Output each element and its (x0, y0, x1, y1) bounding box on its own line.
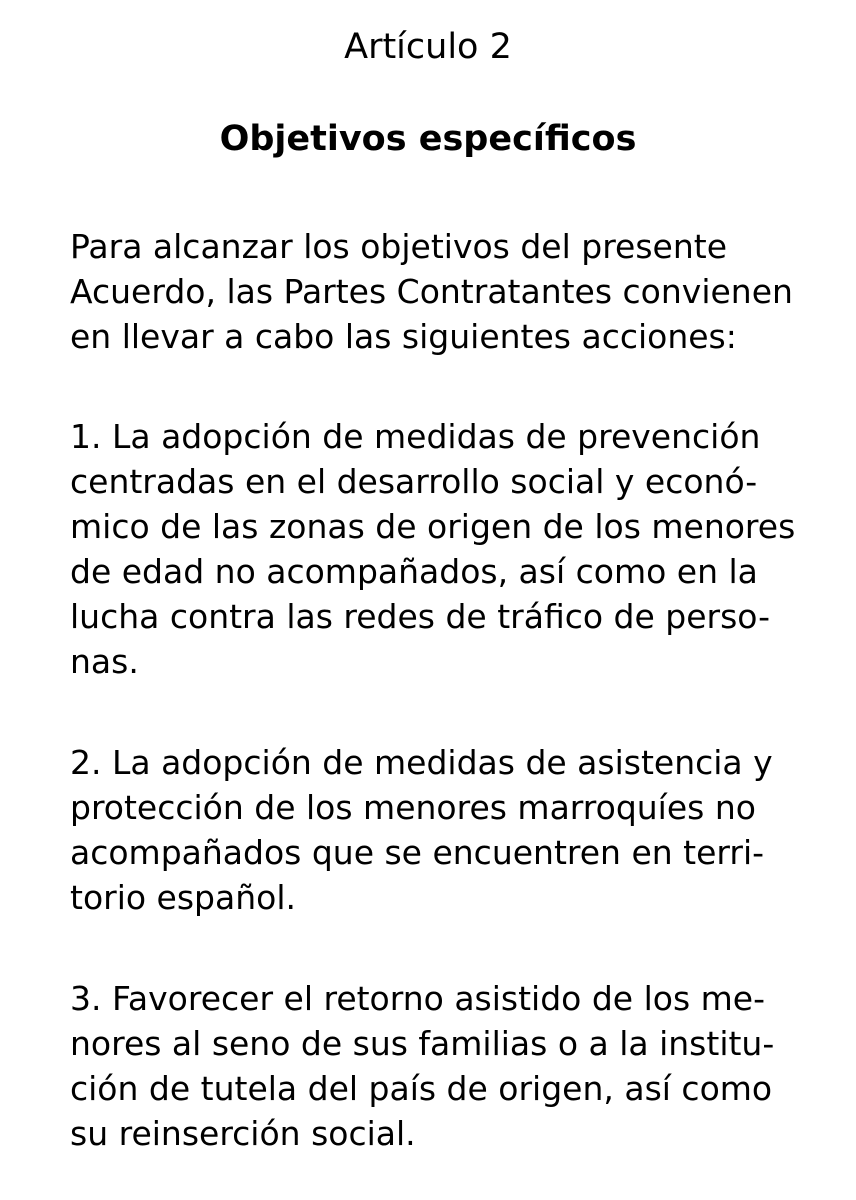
text-line: lucha contra las redes de tráfico de perso- (70, 597, 771, 636)
text-line: nas. (70, 642, 139, 681)
action-item-1 (70, 414, 850, 684)
text-line: 3. Favorecer el retorno asistido de los me- (70, 979, 765, 1018)
text-line: su reinserción social. (70, 1114, 416, 1153)
action-item-2 (70, 740, 850, 920)
text-line: torio español. (70, 878, 296, 917)
text-line: ción de tutela del país de origen, así como (70, 1069, 773, 1108)
text-line: acompañados que se encuentren en terri- (70, 833, 765, 872)
text-line: 1. La adopción de medidas de prevención (70, 417, 761, 456)
action-item-3 (70, 976, 850, 1156)
intro-paragraph (70, 224, 850, 359)
text-line: centradas en el desarrollo social y econó- (70, 462, 758, 501)
article-number: Artículo 2 (344, 27, 512, 67)
text-line: Para alcanzar los objetivos del presente (70, 227, 728, 266)
text-line: de edad no acompañados, así como en la (70, 552, 758, 591)
article-title: Objetivos específicos (219, 119, 637, 159)
text-line: mico de las zonas de origen de los menores (70, 507, 796, 546)
text-line: protección de los menores marroquíes no (70, 788, 756, 827)
text-line: nores al seno de sus familias o a la institu- (70, 1024, 775, 1063)
text-line: 2. La adopción de medidas de asistencia y (70, 743, 773, 782)
text-line: en llevar a cabo las siguientes acciones: (70, 317, 737, 356)
text-line: Acuerdo, las Partes Contratantes convienen (70, 272, 793, 311)
